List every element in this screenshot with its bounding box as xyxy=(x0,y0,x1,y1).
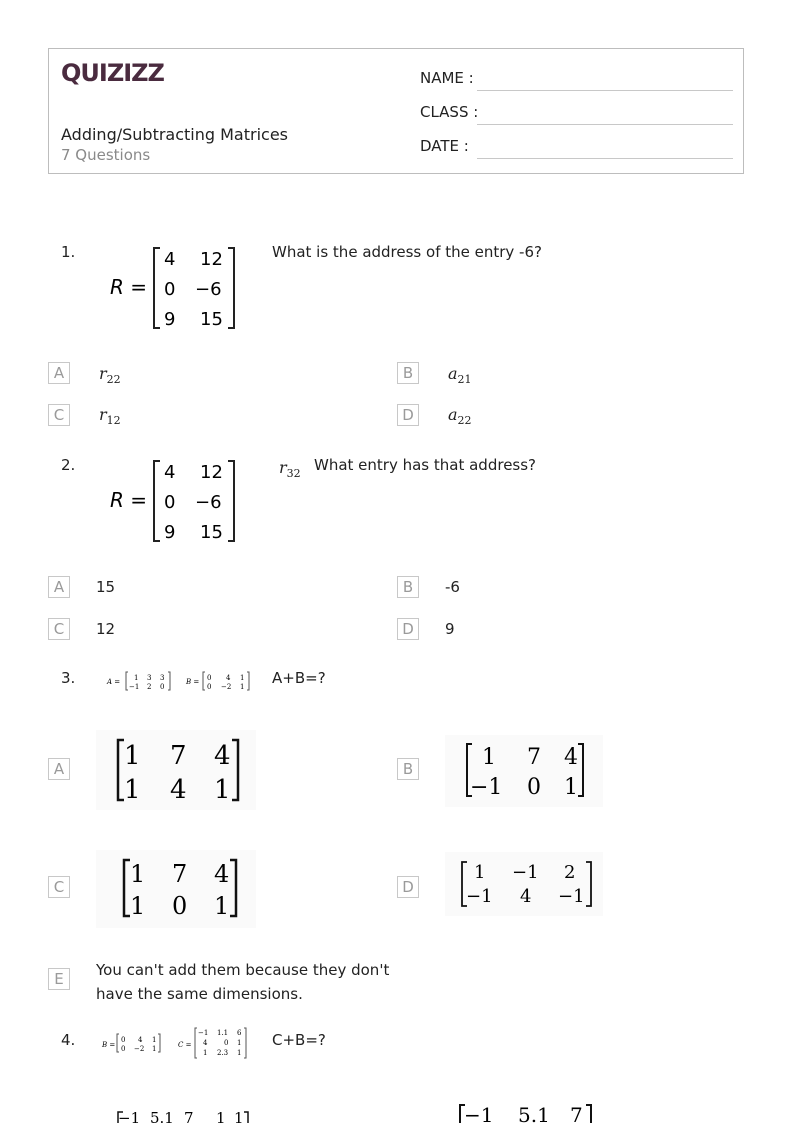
matrix-cell: 0 xyxy=(121,1036,126,1044)
q2-matrix-r xyxy=(104,453,244,547)
matrix-cell: 1 xyxy=(240,683,245,691)
matrix-cell: −1 xyxy=(558,886,585,907)
matrix-cell: 1 xyxy=(130,892,146,920)
name-label: NAME : xyxy=(420,69,474,87)
matrix-cell: 1 xyxy=(482,745,496,770)
matrix-cell: 4 xyxy=(214,741,231,771)
matrix-cell: 1 xyxy=(240,674,245,682)
q2-option-d[interactable]: D xyxy=(397,618,419,640)
matrix-cell: 0 xyxy=(224,1039,229,1047)
quizizz-logo: QUIZIZZ xyxy=(61,59,164,87)
q1-option-c[interactable]: C xyxy=(48,404,70,426)
matrix-cell: 4 xyxy=(564,745,578,770)
q1-option-b-text: $a_{21}$ xyxy=(448,364,472,387)
q4-matrices-bc xyxy=(100,1024,252,1062)
q1-text: What is the address of the entry -6? xyxy=(272,243,542,261)
matrix-cell: 3 xyxy=(147,674,152,682)
matrix-cell: 1 xyxy=(237,1049,242,1057)
q3-option-e-text: You can't add them because they don't have the same dimensions. xyxy=(96,961,390,1003)
q4-number: 4. xyxy=(61,1031,76,1049)
matrix-cell: 0 xyxy=(160,683,165,691)
matrix-cell: 4 xyxy=(138,1036,143,1044)
matrix-b-label: B = xyxy=(186,678,200,686)
q1-option-c-text: $r_{12}$ xyxy=(99,405,121,428)
q3-option-b[interactable]: B xyxy=(397,758,419,780)
matrix-cell: 12 xyxy=(200,462,223,483)
matrix-cell: −6 xyxy=(195,492,222,513)
q2-option-b[interactable]: B xyxy=(397,576,419,598)
matrix-cell: 7 xyxy=(170,741,187,771)
q3-option-d[interactable]: D xyxy=(397,876,419,898)
q2-option-c-text: 12 xyxy=(96,620,116,638)
q3-option-a-matrix xyxy=(110,736,250,804)
matrix-cell: 1 xyxy=(237,1039,242,1047)
q1-matrix-r xyxy=(104,240,244,334)
q3-option-e[interactable]: E xyxy=(48,968,70,990)
matrix-cell: −1 xyxy=(466,886,493,907)
matrix-cell: 4 xyxy=(170,775,187,804)
matrix-cell: −1 xyxy=(464,1103,494,1123)
matrix-cell: 1 xyxy=(152,1036,157,1044)
matrix-cell: 4 xyxy=(226,674,231,682)
q3-option-a[interactable]: A xyxy=(48,758,70,780)
worksheet-header xyxy=(48,48,744,174)
matrix-cell: 1 xyxy=(214,775,231,804)
matrix-cell: 1.1 xyxy=(217,1029,229,1037)
q2-text: What entry has that address? xyxy=(314,456,537,474)
matrix-cell: 4 xyxy=(520,886,532,907)
name-line xyxy=(477,90,733,91)
matrix-cell: −2 xyxy=(221,683,232,691)
matrix-cell: 5.1 xyxy=(518,1103,550,1123)
matrix-cell: 1 xyxy=(124,741,141,771)
matrix-cell: 6 xyxy=(237,1029,242,1037)
date-line xyxy=(477,158,733,159)
matrix-cell: 1 xyxy=(216,1109,226,1123)
matrix-cell: 4 xyxy=(203,1039,208,1047)
q4-text: C+B=? xyxy=(272,1031,326,1049)
matrix-cell: 2 xyxy=(147,683,152,691)
matrix-cell: 0 xyxy=(207,674,212,682)
q1-option-d[interactable]: D xyxy=(397,404,419,426)
name-field[interactable] xyxy=(420,69,474,87)
matrix-cell: 1 xyxy=(214,892,230,920)
matrix-a-label: A = xyxy=(107,678,121,686)
q3-option-d-matrix xyxy=(456,856,598,912)
matrix-cell: 0 xyxy=(527,775,541,800)
q2-option-a-text: 15 xyxy=(96,578,116,596)
matrix-cell: 7 xyxy=(570,1103,583,1123)
matrix-cell: 12 xyxy=(200,249,223,270)
q1-option-d-text: $a_{22}$ xyxy=(448,405,472,428)
matrix-cell: −2 xyxy=(134,1045,145,1053)
q4-option-b-matrix-partial xyxy=(452,1100,602,1123)
matrix-cell: 4 xyxy=(214,860,230,888)
matrix-cell: 0 xyxy=(164,279,176,300)
matrix-cell: 5.1 xyxy=(150,1109,174,1123)
q2-option-d-text: 9 xyxy=(445,620,455,638)
matrix-cell: 15 xyxy=(200,522,223,543)
class-label: CLASS : xyxy=(420,103,479,121)
q3-option-b-matrix xyxy=(460,740,590,802)
matrix-cell: −1 xyxy=(198,1029,209,1037)
matrix-cell: 0 xyxy=(164,492,176,513)
q2-address: $r_{32}$ xyxy=(279,458,301,481)
q2-number: 2. xyxy=(61,456,76,474)
q2-option-b-text: -6 xyxy=(445,578,460,596)
matrix-cell: 0 xyxy=(121,1045,126,1053)
q1-number: 1. xyxy=(61,243,76,261)
matrix-cell: 1 xyxy=(234,1109,244,1123)
matrix-cell: 1 xyxy=(564,775,578,800)
matrix-cell: −1 xyxy=(470,775,503,800)
matrix-cell: 7 xyxy=(184,1109,194,1123)
matrix-label: R = xyxy=(110,275,148,299)
date-label: DATE : xyxy=(420,137,469,155)
matrix-cell: 1 xyxy=(474,862,486,883)
matrix-cell: 9 xyxy=(164,309,176,330)
q1-option-b[interactable]: B xyxy=(397,362,419,384)
q2-option-c[interactable]: C xyxy=(48,618,70,640)
class-field[interactable] xyxy=(420,103,478,121)
q3-option-c[interactable]: C xyxy=(48,876,70,898)
q3-number: 3. xyxy=(61,669,76,687)
matrix-cell: 4 xyxy=(164,249,176,270)
matrix-cell: −1 xyxy=(129,683,140,691)
q2-option-a[interactable]: A xyxy=(48,576,70,598)
matrix-cell: 0 xyxy=(172,892,188,920)
matrix-c-label: C = xyxy=(178,1041,192,1049)
q4-option-a-matrix-partial xyxy=(108,1104,258,1123)
matrix-cell: 2.3 xyxy=(217,1049,229,1057)
matrix-cell: 4 xyxy=(164,462,176,483)
q1-option-a[interactable]: A xyxy=(48,362,70,384)
matrix-cell: 2 xyxy=(564,862,576,883)
matrix-cell: 3 xyxy=(160,674,165,682)
matrix-cell: −6 xyxy=(195,279,222,300)
matrix-cell: 9 xyxy=(164,522,176,543)
matrix-cell: 7 xyxy=(172,860,188,888)
matrix-cell: 1 xyxy=(203,1049,208,1057)
q1-option-a-text: $r_{22}$ xyxy=(99,364,121,387)
matrix-b-label: B = xyxy=(102,1041,116,1049)
matrix-label: R = xyxy=(110,488,148,512)
matrix-cell: 7 xyxy=(527,745,541,770)
matrix-cell: 1 xyxy=(152,1045,157,1053)
q3-text: A+B=? xyxy=(272,669,326,687)
worksheet-title: Adding/Subtracting Matrices xyxy=(61,125,288,144)
matrix-cell: −1 xyxy=(118,1109,141,1123)
q3-matrices-ab xyxy=(104,668,254,694)
matrix-cell: 1 xyxy=(134,674,139,682)
matrix-cell: 1 xyxy=(130,860,146,888)
date-field[interactable] xyxy=(420,137,469,155)
question-count: 7 Questions xyxy=(61,146,151,164)
matrix-cell: −1 xyxy=(512,862,539,883)
matrix-cell: 0 xyxy=(207,683,212,691)
matrix-cell: 1 xyxy=(124,775,141,804)
class-line xyxy=(477,124,733,125)
matrix-cell: 15 xyxy=(200,309,223,330)
q3-option-c-matrix xyxy=(116,854,246,920)
